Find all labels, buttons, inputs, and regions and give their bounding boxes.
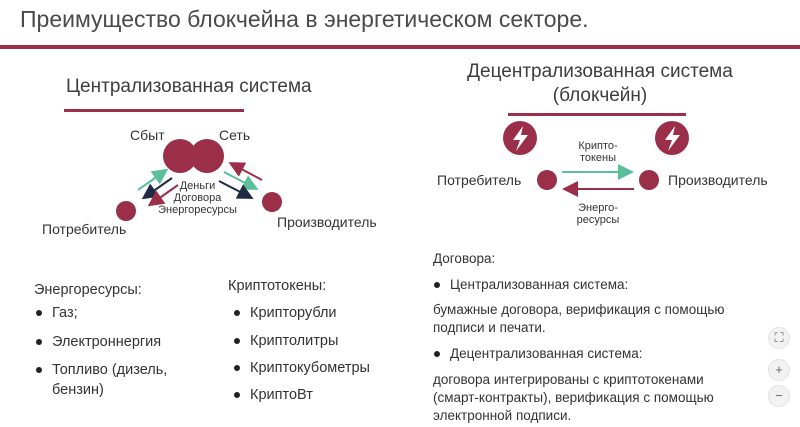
right-consumer-label: Потребитель (437, 172, 522, 188)
crypto-list-heading: Криптотокены: (228, 278, 327, 294)
lightning-icon-right (655, 121, 689, 155)
centralized-heading: Централизованная система (66, 76, 312, 97)
contracts-central-label: Централизованная система: (450, 275, 628, 295)
sales-label: Сбыт (130, 127, 165, 143)
flow-label-money: Деньги (179, 180, 216, 192)
left-flow-labels (150, 180, 245, 216)
right-consumer-node (537, 170, 557, 190)
crypto-item-rubles: Крипторубли (250, 305, 337, 321)
right-producer-label: Производитель (668, 172, 768, 188)
energy-item-fuel: Топливо (дизель, бензин) (52, 360, 192, 400)
energy-resources-label-line2: ресурсы (576, 214, 620, 226)
energy-item-gas: Газ; (52, 305, 78, 321)
left-producer-node (262, 192, 282, 212)
energy-item-electricity: Электроннергия (52, 334, 162, 350)
energy-list-heading: Энергоресурсы: (34, 282, 142, 298)
slide-title: Преимущество блокчейна в энергетическом секторе. (20, 6, 589, 32)
crypto-tokens-label-line2: токены (579, 152, 617, 164)
flow-label-energy: Энергоресурсы (158, 204, 237, 216)
flow-label-contracts: Договора (173, 192, 222, 204)
contracts-decentral-text: договора интегрированы с криптотокенами (смарт-контракты), верификация с помощью электронной подписи. (433, 372, 714, 423)
right-producer-node (639, 170, 659, 190)
contracts-heading: Договора: (433, 251, 496, 266)
energy-resources-label-line1: Энерго- (578, 202, 618, 214)
crypto-item-liters: Криптолитры (250, 333, 339, 349)
grid-label: Сеть (219, 127, 251, 143)
left-consumer-node (116, 201, 136, 221)
zoom-in-button[interactable]: + (768, 359, 790, 381)
lightning-icon-left (503, 121, 537, 155)
decentralized-heading-line2: (блокчейн) (552, 85, 648, 106)
contracts-decentral-label: Децентрализованная система: (450, 344, 643, 364)
zoom-out-button[interactable]: − (768, 385, 790, 407)
decentralized-heading-line1: Децентрализованная система (467, 61, 733, 82)
crypto-item-cubic-meters: Криптокубометры (250, 360, 370, 376)
fit-screen-button[interactable]: ⛶ (768, 327, 790, 349)
crypto-tokens-label (568, 140, 628, 164)
crypto-item-watts: КриптоВт (250, 387, 313, 403)
contracts-central-text: бумажные договора, верификация с помощью подписи и печати. (433, 302, 725, 335)
crypto-tokens-label-line1: Крипто- (578, 140, 618, 152)
energy-resources-label (568, 202, 628, 226)
left-producer-label: Производитель (277, 214, 377, 230)
grid-node (190, 139, 224, 173)
left-consumer-label: Потребитель (42, 221, 127, 237)
